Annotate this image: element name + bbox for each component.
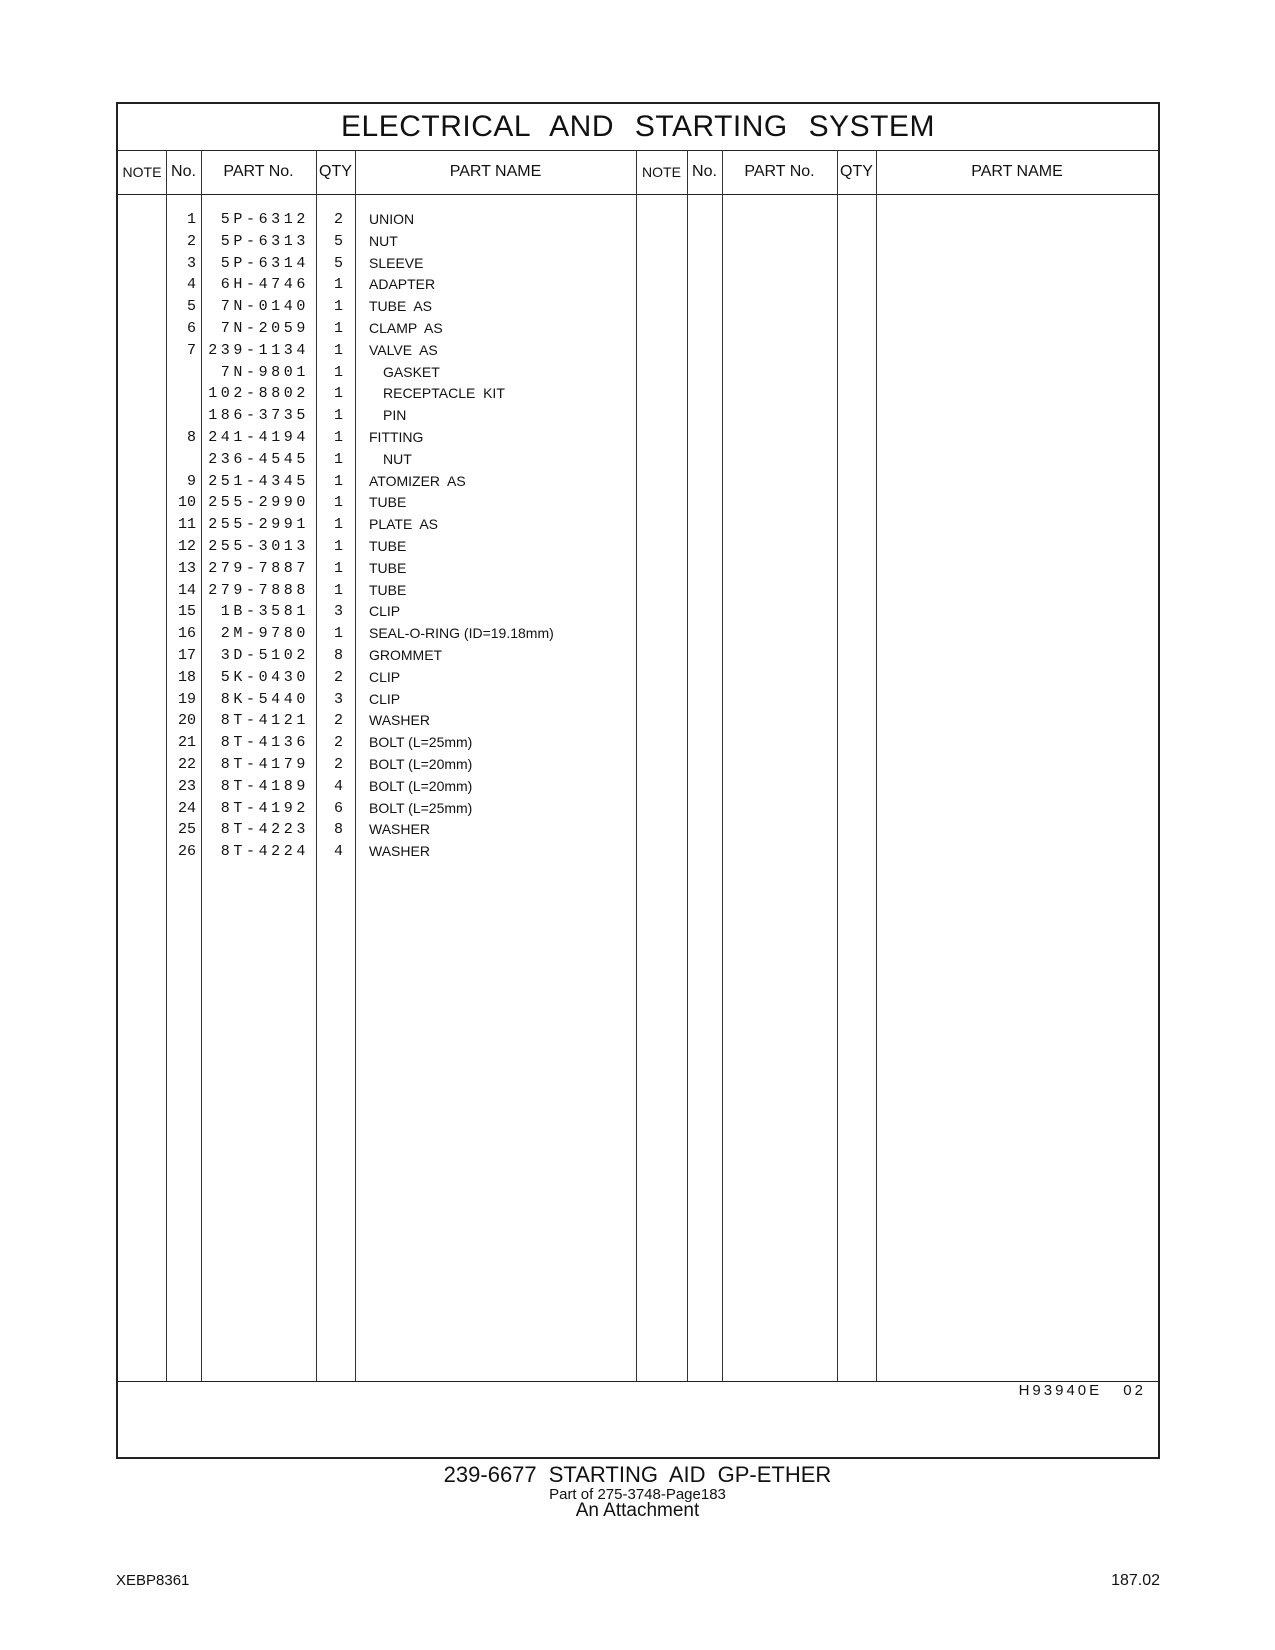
part-name: WASHER (369, 821, 430, 838)
quantity: 4 (333, 843, 343, 861)
item-number: 21 (177, 734, 196, 752)
table-row (118, 601, 1158, 623)
quantity: 1 (333, 320, 343, 337)
part-number: 5P-6313 (220, 232, 309, 250)
item-number: 26 (177, 843, 196, 861)
part-number: 7N-0140 (220, 298, 309, 316)
table-row (118, 732, 1158, 754)
item-number: 20 (177, 712, 196, 730)
part-name: VALVE AS (369, 341, 438, 358)
header-qty-right: QTY (840, 163, 873, 180)
table-row (118, 710, 1158, 732)
header-part-no-left: PART No. (223, 163, 294, 180)
part-number: 186-3735 (208, 407, 309, 425)
part-name: RECEPTACLE KIT (383, 385, 505, 402)
table-row (118, 318, 1158, 340)
table-row (118, 209, 1158, 231)
part-number: 5P-6314 (220, 254, 309, 272)
table-row (118, 798, 1158, 820)
quantity: 2 (333, 668, 343, 686)
part-number: 279-7888 (208, 581, 309, 599)
part-number: 8K-5440 (220, 690, 309, 708)
part-name: CLIP (369, 603, 401, 620)
quantity: 2 (333, 734, 343, 752)
table-row (118, 471, 1158, 493)
page-number: 187.02 (1111, 1572, 1160, 1589)
header-note-left: NOTE (122, 164, 162, 180)
part-number: 5K-0430 (220, 668, 309, 686)
quantity: 1 (333, 407, 343, 425)
part-number: 7N-2059 (220, 320, 309, 337)
part-name: TUBE (369, 538, 407, 554)
table-row (118, 362, 1158, 384)
quantity: 1 (333, 472, 343, 490)
item-number: 13 (177, 559, 196, 577)
part-name: TUBE (369, 494, 407, 511)
part-name: TUBE (369, 581, 407, 598)
part-number: 8T-4136 (220, 734, 309, 752)
part-name: PLATE AS (369, 516, 438, 533)
document-number: XEBP8361 (116, 1572, 190, 1589)
group-reference: Part of 275-3748-Page183 (549, 1486, 726, 1503)
table-row (118, 340, 1158, 362)
quantity: 5 (333, 232, 343, 250)
table-row (118, 623, 1158, 645)
part-number: 236-4545 (208, 450, 309, 468)
part-number: 8T-4192 (220, 799, 309, 817)
part-name: CLIP (369, 690, 401, 707)
part-name: ATOMIZER AS (369, 472, 466, 489)
part-number: 8T-4224 (220, 843, 309, 861)
part-name: CLIP (369, 668, 401, 685)
table-row (118, 776, 1158, 798)
part-name: WASHER (369, 712, 430, 729)
item-number: 23 (177, 777, 196, 795)
item-number: 17 (177, 647, 196, 664)
table-row (118, 819, 1158, 841)
header-no-right: No. (692, 163, 717, 180)
part-number: 1B-3581 (220, 603, 309, 621)
item-number: 16 (177, 625, 196, 643)
item-number: 18 (177, 668, 196, 686)
item-number: 15 (177, 603, 196, 621)
part-number: 279-7887 (208, 559, 309, 577)
quantity: 2 (333, 712, 343, 730)
table-row (118, 383, 1158, 405)
quantity: 3 (333, 690, 343, 708)
quantity: 1 (333, 298, 343, 316)
part-name: BOLT (L=20mm) (369, 756, 473, 772)
part-name: BOLT (L=25mm) (369, 734, 473, 751)
part-number: 241-4194 (208, 429, 309, 446)
table-row (118, 449, 1158, 471)
part-number: 7N-9801 (220, 363, 309, 381)
item-number: 5 (186, 298, 196, 316)
quantity: 1 (333, 559, 343, 577)
quantity: 1 (333, 450, 343, 468)
header-qty-left: QTY (319, 163, 352, 180)
item-number: 24 (177, 799, 196, 817)
part-name: SLEEVE (369, 254, 424, 271)
part-number: 8T-4179 (220, 756, 309, 773)
part-number: 102-8802 (208, 385, 309, 403)
quantity: 6 (333, 799, 343, 817)
table-row (118, 667, 1158, 689)
quantity: 3 (333, 603, 343, 621)
parts-table-frame (116, 102, 1160, 1459)
quantity: 5 (333, 254, 343, 272)
quantity: 1 (333, 385, 343, 403)
part-name: GASKET (383, 363, 440, 380)
table-row (118, 253, 1158, 275)
drawing-code: H93940E 02 (1018, 1382, 1146, 1399)
header-note-right: NOTE (642, 164, 681, 180)
item-number: 3 (186, 254, 196, 272)
table-row (118, 754, 1158, 776)
quantity: 1 (333, 516, 343, 534)
part-number: 6H-4746 (220, 276, 309, 294)
header-divider (118, 194, 1158, 195)
part-name: TUBE AS (369, 298, 433, 315)
quantity: 2 (333, 756, 343, 773)
part-name: WASHER (369, 843, 430, 860)
part-name: SEAL-O-RING (ID=19.18mm) (369, 625, 554, 642)
quantity: 1 (333, 363, 343, 381)
quantity: 8 (333, 647, 343, 664)
item-number: 8 (186, 429, 196, 446)
item-number: 6 (186, 320, 196, 337)
header-part-name-left: PART NAME (449, 163, 542, 180)
part-name: TUBE (369, 559, 407, 576)
item-number: 9 (186, 472, 196, 490)
part-number: 8T-4189 (220, 777, 309, 795)
item-number: 25 (177, 821, 196, 839)
quantity: 1 (333, 494, 343, 512)
item-number: 11 (177, 516, 196, 534)
item-number: 19 (177, 690, 196, 708)
item-number: 10 (177, 494, 196, 512)
quantity: 2 (333, 211, 343, 228)
item-number: 14 (177, 581, 196, 599)
table-row (118, 296, 1158, 318)
part-number: 2M-9780 (220, 625, 309, 643)
part-number: 8T-4223 (220, 821, 309, 839)
part-name: BOLT (L=25mm) (369, 799, 473, 816)
part-number: 3D-5102 (220, 647, 309, 664)
part-name: NUT (383, 450, 412, 467)
page-title: ELECTRICAL AND STARTING SYSTEM (341, 110, 935, 143)
part-number: 5P-6312 (220, 211, 309, 228)
table-row (118, 841, 1158, 863)
table-row (118, 405, 1158, 427)
part-name: CLAMP AS (369, 320, 443, 336)
group-caption: 239-6677 STARTING AID GP-ETHER (443, 1462, 832, 1487)
quantity: 4 (333, 777, 343, 795)
part-name: BOLT (L=20mm) (369, 777, 473, 794)
part-name: GROMMET (369, 647, 443, 663)
table-row (118, 427, 1158, 449)
part-number: 8T-4121 (220, 712, 309, 730)
quantity: 8 (333, 821, 343, 839)
item-number: 22 (177, 756, 196, 773)
table-row (118, 689, 1158, 711)
quantity: 1 (333, 625, 343, 643)
header-no-left: No. (171, 163, 196, 180)
table-row (118, 274, 1158, 296)
quantity: 1 (333, 581, 343, 599)
table-row (118, 645, 1158, 667)
quantity: 1 (333, 341, 343, 359)
part-name: PIN (383, 407, 407, 424)
quantity: 1 (333, 276, 343, 294)
part-number: 255-2991 (208, 516, 309, 534)
part-number: 251-4345 (208, 472, 309, 490)
item-number: 4 (186, 276, 196, 294)
table-row (118, 558, 1158, 580)
table-row (118, 580, 1158, 602)
group-type: An Attachment (575, 1500, 700, 1521)
part-name: NUT (369, 232, 398, 249)
part-name: ADAPTER (369, 276, 436, 293)
part-number: 255-3013 (208, 538, 309, 555)
table-row (118, 536, 1158, 558)
table-row (118, 492, 1158, 514)
item-number: 12 (177, 538, 196, 555)
item-number: 7 (186, 341, 196, 359)
header-part-no-right: PART No. (744, 163, 815, 180)
table-row (118, 514, 1158, 536)
part-number: 239-1134 (208, 341, 309, 359)
part-name: FITTING (369, 429, 424, 445)
item-number: 2 (186, 232, 196, 250)
table-row (118, 231, 1158, 253)
quantity: 1 (333, 538, 343, 555)
item-number: 1 (186, 211, 196, 228)
part-name: UNION (369, 211, 415, 227)
part-number: 255-2990 (208, 494, 309, 512)
body-divider (118, 1381, 1158, 1382)
quantity: 1 (333, 429, 343, 446)
header-part-name-right: PART NAME (971, 163, 1063, 180)
